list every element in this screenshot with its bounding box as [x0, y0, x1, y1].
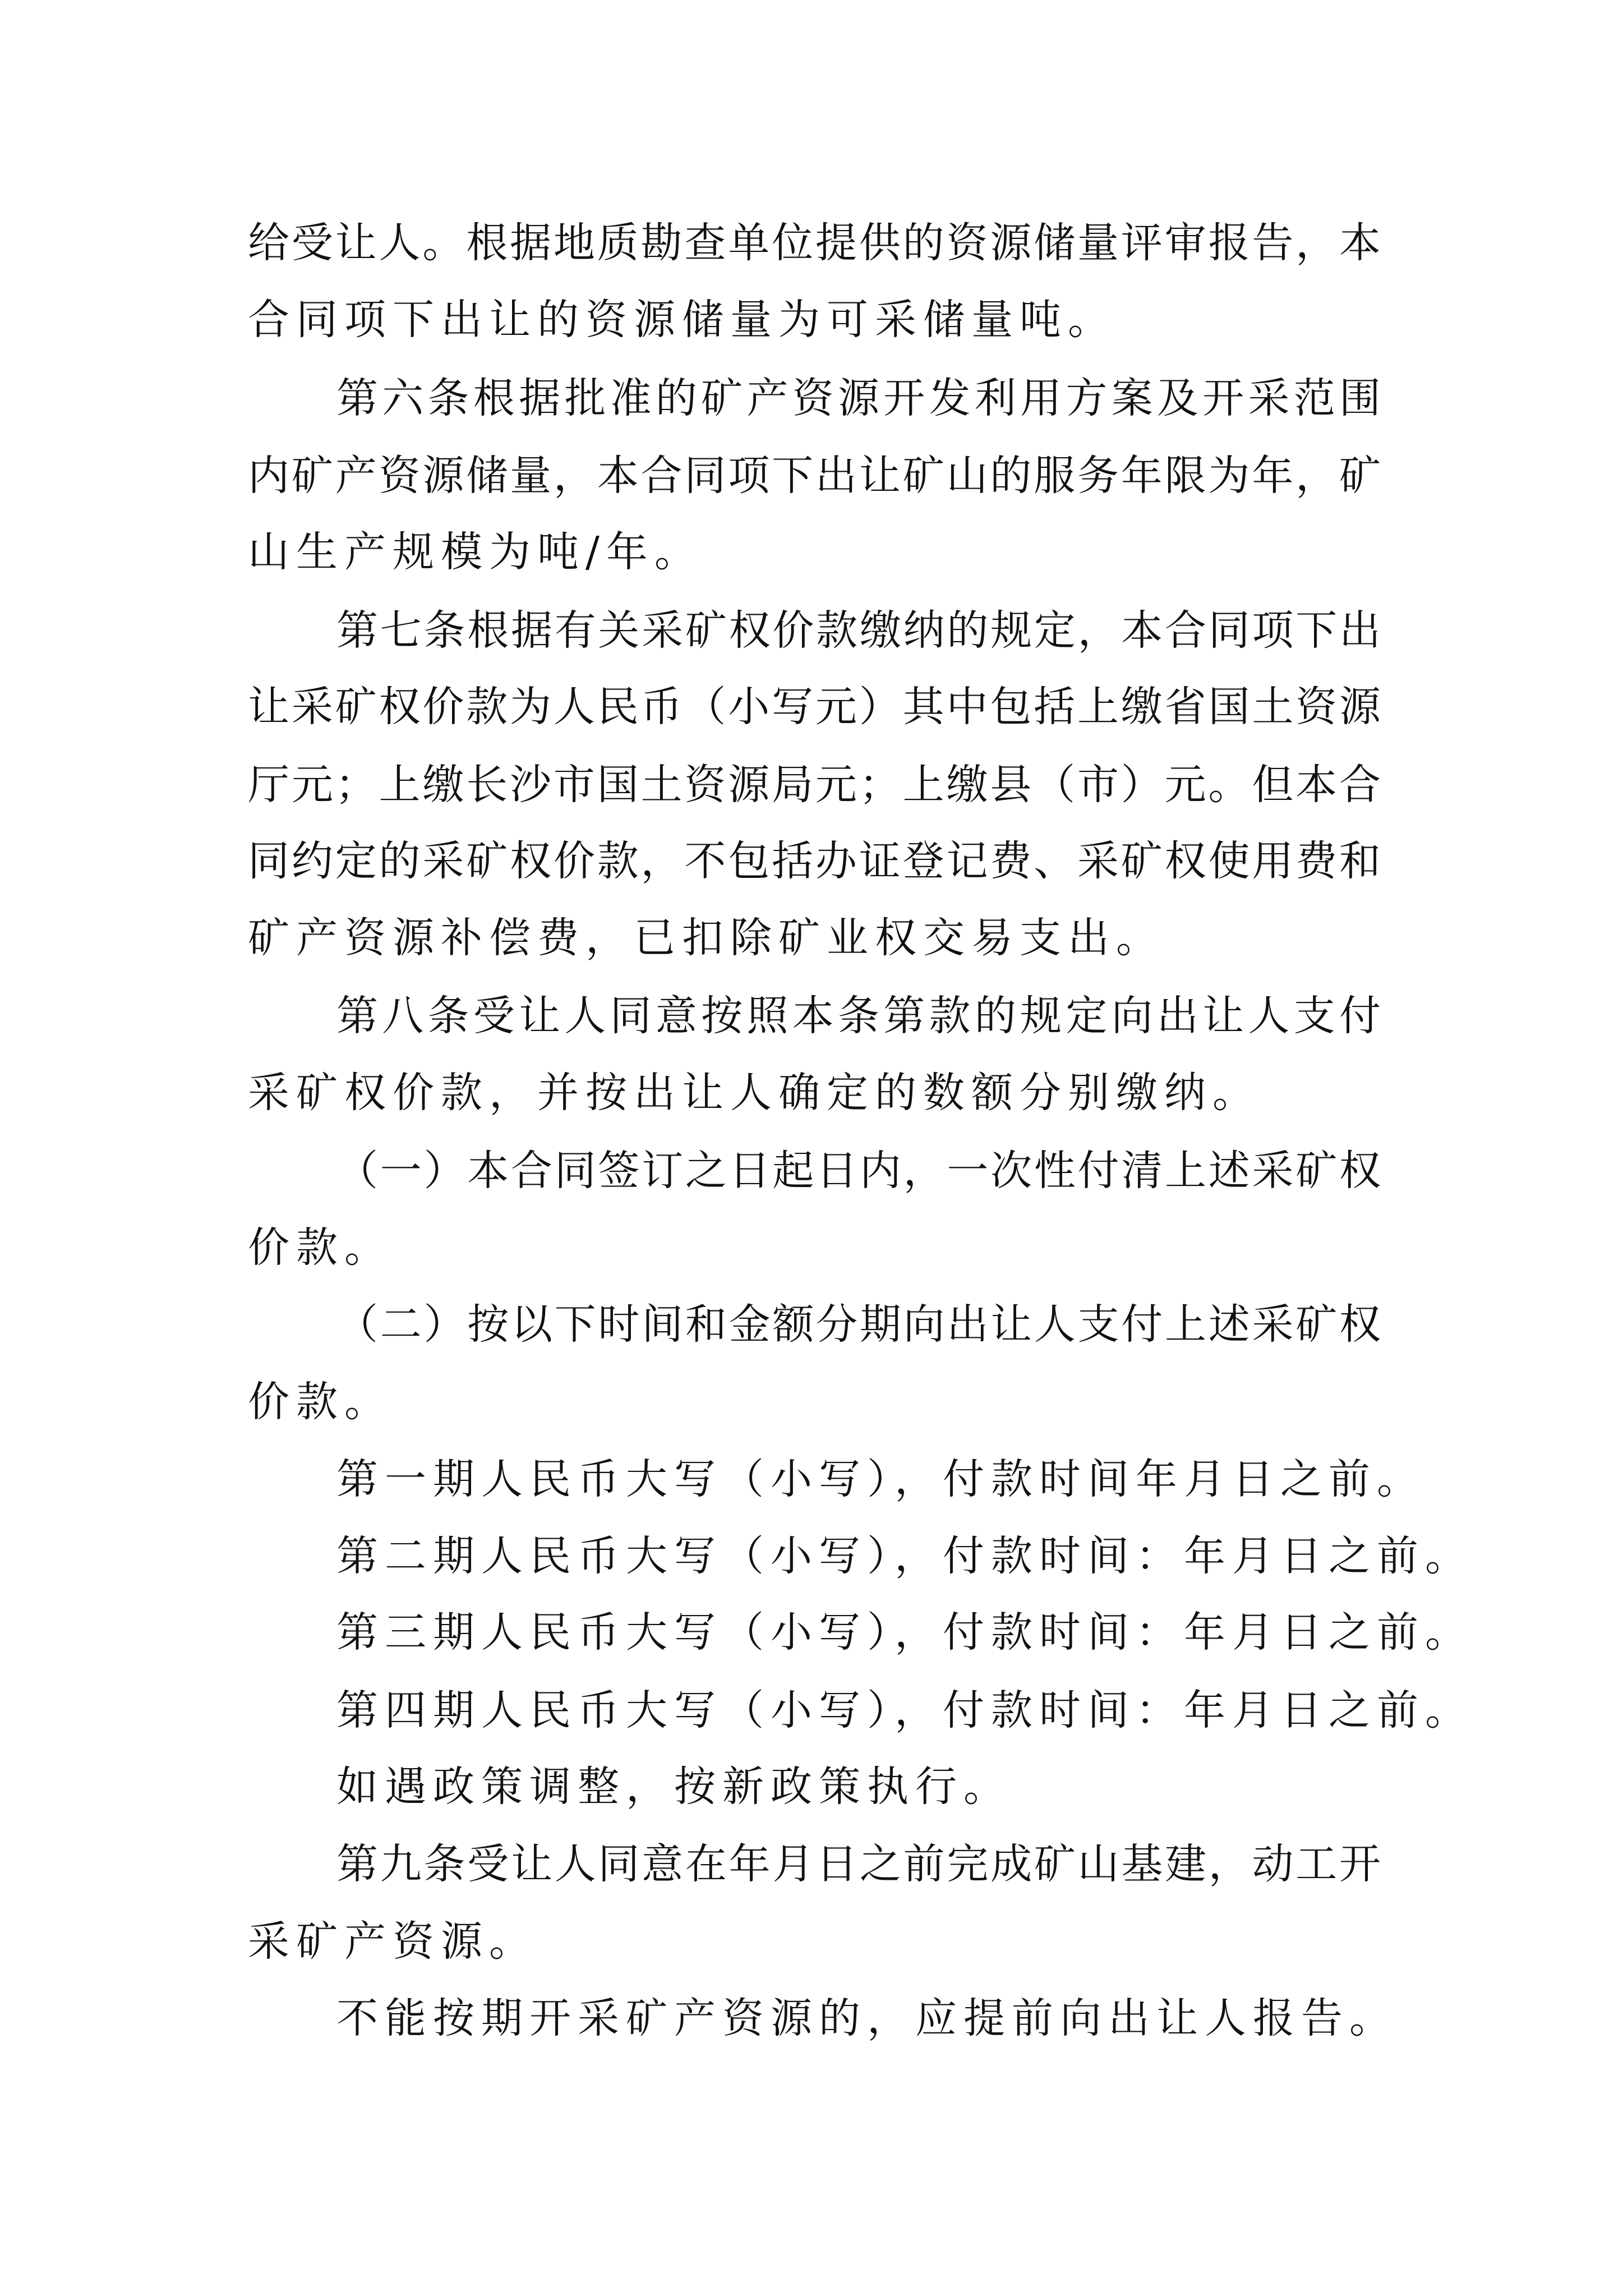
text-line: 矿产资源补偿费，已扣除矿业权交易支出。 — [248, 914, 1164, 962]
text-line: 采矿权价款，并按出让人确定的数额分别缴纳。 — [248, 1069, 1261, 1117]
text-line: 第九条受让人同意在年月日之前完成矿山基建，动工开 — [336, 1840, 1381, 1888]
text-line: 价款。 — [248, 1223, 393, 1272]
text-line: 同约定的采矿权价款，不包括办证登记费、采矿权使用费和 — [248, 837, 1381, 885]
text-line: 让采矿权价款为人民币（小写元）其中包括上缴省国土资源 — [248, 683, 1381, 731]
text-line: 第七条根据有关采矿权价款缴纳的规定，本合同项下出 — [336, 606, 1381, 655]
text-line: 价款。 — [248, 1378, 393, 1426]
text-line: 第六条根据批准的矿产资源开发利用方案及开采范围 — [336, 374, 1381, 422]
text-line: 第三期人民币大写（小写），付款时间：年月日之前。 — [336, 1608, 1473, 1657]
text-line: 给受让人。根据地质勘查单位提供的资源储量评审报告，本 — [248, 219, 1381, 267]
text-line: 第四期人民币大写（小写），付款时间：年月日之前。 — [336, 1686, 1473, 1734]
text-line: 合同项下出让的资源储量为可采储量吨。 — [248, 296, 1116, 344]
text-line: 不能按期开采矿产资源的，应提前向出让人报告。 — [336, 1994, 1398, 2042]
text-line: 第二期人民币大写（小写），付款时间：年月日之前。 — [336, 1532, 1473, 1580]
text-line: 第八条受让人同意按照本条第款的规定向出让人支付 — [336, 992, 1381, 1040]
text-line: （一）本合同签订之日起日内，一次性付清上述采矿权 — [336, 1147, 1381, 1195]
text-line: 第一期人民币大写（小写），付款时间年月日之前。 — [336, 1455, 1425, 1503]
text-line: （二）按以下时间和金额分期向出让人支付上述采矿权 — [336, 1300, 1381, 1349]
text-line: 如遇政策调整，按新政策执行。 — [336, 1763, 1012, 1811]
text-line: 采矿产资源。 — [248, 1917, 537, 1966]
text-line: 内矿产资源储量，本合同项下出让矿山的服务年限为年，矿 — [248, 452, 1381, 500]
text-line: 山生产规模为吨/年。 — [248, 528, 703, 576]
text-line: 厅元；上缴长沙市国土资源局元；上缴县（市）元。但本合 — [248, 761, 1381, 809]
